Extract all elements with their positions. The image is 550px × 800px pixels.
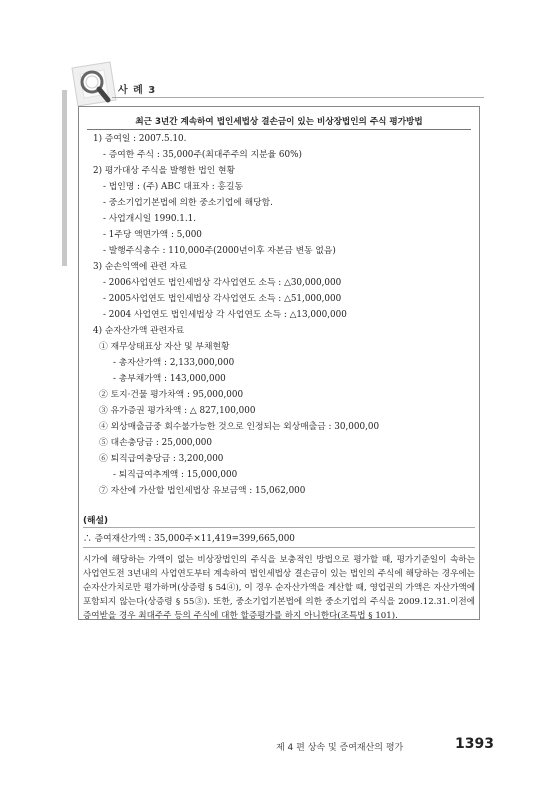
box-line: ④ 외상매출금중 회수불가능한 것으로 인정되는 외상매출금 : 30,000,00 [99,422,380,432]
box-line: - 증여한 주식 : 35,000주(최대주주의 지분율 60%) [103,150,302,160]
title-divider [87,129,471,130]
case-box [78,106,480,620]
box-line: 1) 증여일 : 2007.5.10. [93,134,187,144]
box-line: ⑤ 대손충당금 : 25,000,000 [99,438,213,448]
box-line: - 사업개시일 1990.1.1. [103,214,197,224]
case-divider [112,97,484,98]
box-line: ⑦ 자산에 가산할 법인세법상 유보금액 : 15,062,000 [99,486,306,496]
box-line: - 2005사업연도 법인세법상 각사업연도 소득 : △51,000,000 [103,294,342,304]
left-margin-bar [62,90,67,266]
box-line: 4) 순자산가액 관련자료 [93,326,185,336]
box-line: - 2004 사업연도 법인세법상 각 사업연도 소득 : △13,000,000 [103,310,347,320]
box-line: - 법인명 : (주) ABC 대표자 : 홍길동 [103,182,244,192]
box-line: ① 재무상태표상 자산 및 부채현황 [99,342,230,352]
box-line: 2) 평가대상 주식을 발행한 법인 현황 [93,166,235,176]
explanation-divider [83,527,475,528]
case-label: 사 례 3 [118,85,157,96]
result-divider [83,547,475,548]
box-line: - 퇴직급여추계액 : 15,000,000 [113,470,238,480]
box-line: - 발행주식총수 : 110,000주(2000년이후 자본금 변동 없음) [103,246,336,256]
box-line: ② 토지·건물 평가차액 : 95,000,000 [99,390,244,400]
explanation-heading: (해설) [83,516,109,526]
box-line: - 중소기업기본법에 의한 중소기업에 해당함. [103,198,273,208]
box-line: 3) 순손익액에 관련 자료 [93,262,187,272]
result-line: ∴ 증여재산가액 : 35,000주×11,419=399,665,000 [83,534,295,544]
box-line: - 1주당 액면가액 : 5,000 [103,230,202,240]
page-number: 1393 [455,736,494,752]
box-line: ③ 유가증권 평가차액 : △ 827,100,000 [99,406,256,416]
box-title: 최근 3년간 계속하여 법인세법상 결손금이 있는 비상장법인의 주식 평가방법 [135,117,423,127]
box-line: - 2006사업연도 법인세법상 각사업연도 소득 : △30,000,000 [103,278,342,288]
box-line: - 총자산가액 : 2,133,000,000 [113,358,235,368]
footer-chapter: 제 4 편 상속 및 증여재산의 평가 [276,743,404,753]
explanation-paragraph: 시가에 해당하는 가액이 없는 비상장법인의 주식을 보충적인 방법으로 평가할 때, 평가기준일이 속하는 사업연도전 3년내의 사업연도부터 계속하여 법인세법상 결손금이 있는 법인의 주식에 해당하는 경우에는 순자산가치로만 평가하며(상증령 § 54④), 이 경우 순자산가액을 계산할 때, 영업권의 가액은 자산가액에 포함되지 않는다(상증령 § 55③). 또한, 중소기업기본법에 의한 중소기업의 주식을 2009.12.31.이전에 증여받을 경우 최대주주 등의 주식에 대한 할증평가를 하지 아니한다(조특법 § 101). [83,555,475,621]
box-line: ⑥ 퇴직급여충당금 : 3,200,000 [99,454,224,464]
box-line: - 총부채가액 : 143,000,000 [113,374,226,384]
